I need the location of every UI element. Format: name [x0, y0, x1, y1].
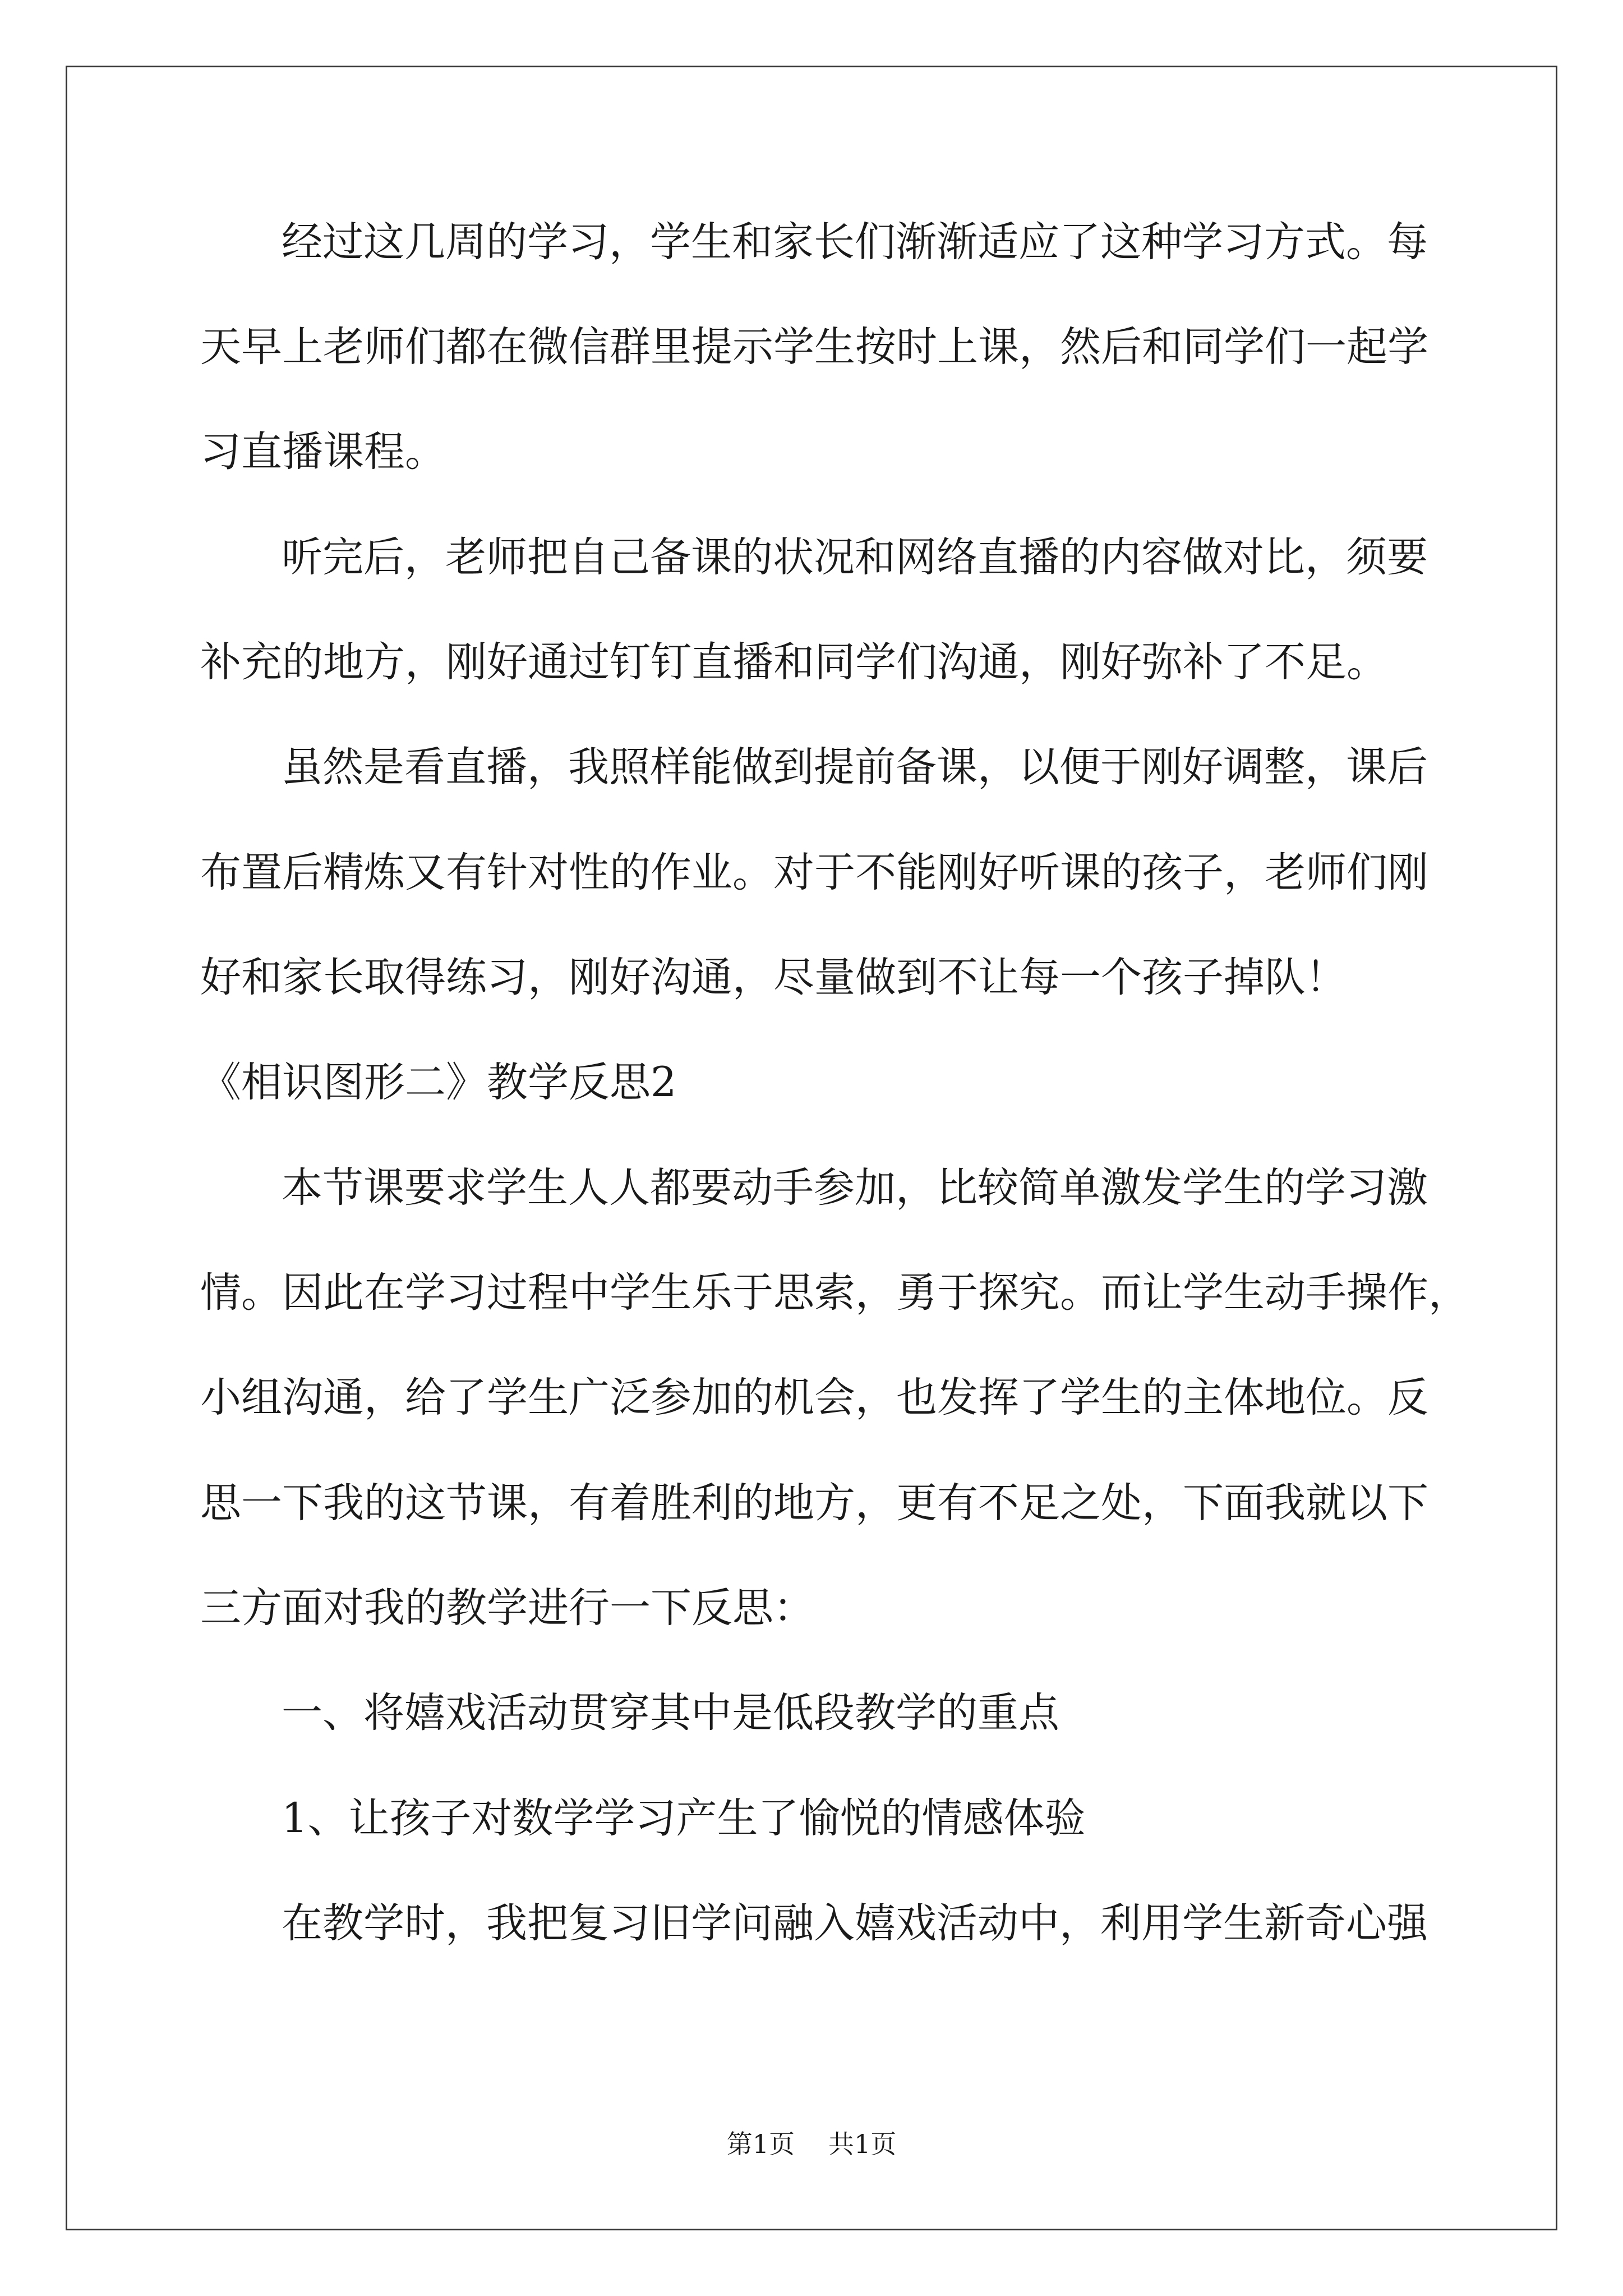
paragraph-line: 三方面对我的教学进行一下反思： — [200, 1584, 814, 1632]
paragraph-line: 本节课要求学生人人都要动手参加，比较简单激发学生的学习激 — [282, 1164, 1428, 1212]
paragraph-line: 听完后，老师把自己备课的状况和网络直播的内容做对比，须要 — [282, 533, 1428, 581]
paragraph-line: 习直播课程。 — [200, 428, 446, 476]
paragraph-line: 虽然是看直播，我照样能做到提前备课，以便于刚好调整，课后 — [282, 743, 1428, 791]
subheading-line: 一、将嬉戏活动贯穿其中是低段教学的重点 — [282, 1689, 1059, 1737]
page-total: 共1页 — [828, 2129, 897, 2159]
paragraph-line: 布置后精炼又有针对性的作业。对于不能刚好听课的孩子，老师们刚 — [200, 849, 1428, 896]
page-number: 第1页 — [726, 2129, 795, 2159]
subheading-line: 1、让孩子对数学学习产生了愉悦的情感体验 — [282, 1795, 1086, 1842]
section-heading: 《相识图形二》教学反思2 — [200, 1059, 677, 1106]
paragraph-line: 天早上老师们都在微信群里提示学生按时上课，然后和同学们一起学 — [200, 323, 1428, 371]
paragraph-line: 思一下我的这节课，有着胜利的地方，更有不足之处，下面我就以下 — [200, 1479, 1428, 1527]
paragraph-line: 补充的地方，刚好通过钉钉直播和同学们沟通，刚好弥补了不足。 — [200, 638, 1387, 686]
paragraph-line: 经过这几周的学习，学生和家长们渐渐适应了这种学习方式。每 — [282, 218, 1428, 266]
paragraph-line: 在教学时，我把复习旧学问融入嬉戏活动中，利用学生新奇心强 — [282, 1899, 1428, 1947]
paragraph-line: 小组沟通，给了学生广泛参加的机会，也发挥了学生的主体地位。反 — [200, 1374, 1428, 1421]
page-footer — [0, 2127, 1623, 2161]
paragraph-line: 情。因此在学习过程中学生乐于思索，勇于探究。而让学生动手操作， — [200, 1269, 1469, 1317]
paragraph-line: 好和家长取得练习，刚好沟通，尽量做到不让每一个孩子掉队！ — [200, 954, 1347, 1001]
